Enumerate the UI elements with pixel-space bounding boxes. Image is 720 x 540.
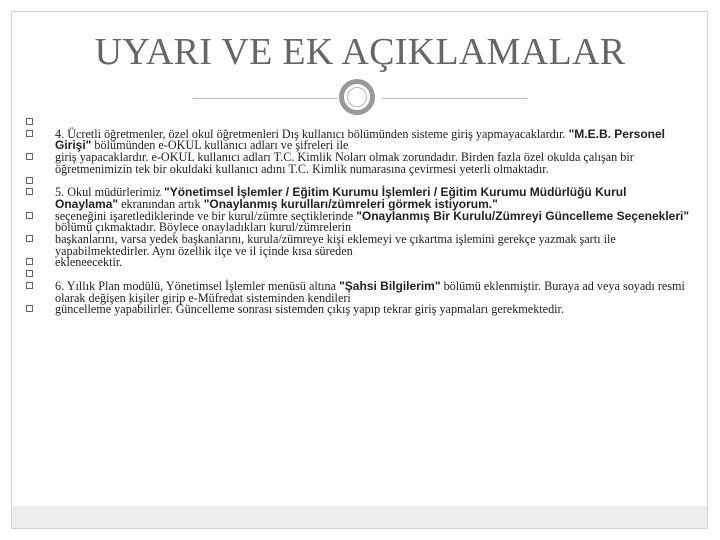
square-bullet-icon (26, 130, 33, 137)
bullet-bold-text: "Şahsi Bilgilerim" (339, 278, 441, 293)
title-divider-left (193, 98, 338, 99)
slide-title: UYARI VE EK AÇIKLAMALAR (94, 31, 626, 73)
bullet-item (26, 187, 690, 210)
bullet-item (26, 257, 690, 269)
bullet-bold-text: "Onaylanmış kurulları/zümreleri görmek istiyorum." (203, 196, 498, 211)
square-bullet-icon (26, 282, 33, 289)
bullet-text: ekranından artık (118, 196, 204, 211)
bullet-text: 4. Ücretli öğretmenler, özel okul öğretmenleri Dış kullanıcı bölümünden sisteme giriş yapmayacaklardır. (55, 126, 569, 141)
square-bullet-icon (26, 118, 33, 125)
bullet-item (26, 278, 690, 305)
bullet-text: giriş yapacaklardır. e-OKUL kullanıcı adları T.C. Kimlik Noları olmak zorundadır. Birden fazla özel okulda çalışan bir öğretmenimizin tek bir okuldaki kullanıcı adını T.C. Kimlik numarasına çevirmesi yeterli olmaktadır. (55, 150, 634, 176)
bullet-text: bölümü eklenmiştir. Buraya ad veya soyadı resmi olarak değişen kişiler girip e-Müfredat sisteminden kendileri (55, 278, 685, 305)
bullet-item (26, 234, 690, 257)
bullet-text: seçeneğini işaretlediklerinde ve bir kurul/zümre seçtiklerinde (55, 208, 357, 223)
square-bullet-icon (26, 305, 33, 312)
square-bullet-icon (26, 235, 33, 242)
bullet-item (26, 304, 690, 316)
bullet-text: bölümü çıkmaktadır. Böylece onayladıkları kurul/zümrelerin (55, 220, 352, 235)
bullet-text: 5. Okul müdürlerimiz (55, 185, 164, 200)
footer-band (12, 506, 707, 528)
bullet-bold-text: "Onaylanmış Bir Kurulu/Zümreyi Güncelleme Seçenekleri" (356, 208, 690, 223)
square-bullet-icon (26, 212, 33, 219)
square-bullet-icon (26, 177, 33, 184)
bullet-bold-text: "Yönetimsel İşlemler / Eğitim Kurumu İşlemleri / Eğitim Kurumu Müdürlüğü Kurul Onaylama" (55, 185, 627, 211)
square-bullet-icon (26, 153, 33, 160)
bullet-text: ekleneecektir. (55, 255, 123, 270)
bullet-item (26, 208, 690, 235)
bullet-text: 6. Yıllık Plan modülü, Yönetimsel İşlemler menüsü altına (55, 278, 340, 293)
square-bullet-icon (26, 188, 33, 195)
ring-ornament-icon (339, 79, 375, 115)
square-bullet-icon (26, 270, 33, 277)
title-divider-right (382, 98, 527, 99)
bullet-text: güncelleme yapabilirler. Güncelleme sonrası sistemden çıkış yapıp tekrar giriş yapmaları gerekmektedir. (55, 302, 564, 317)
square-bullet-icon (26, 258, 33, 265)
bullet-list (26, 117, 690, 316)
bullet-bold-text: "M.E.B. Personel Girişi" (55, 126, 665, 153)
bullet-item (26, 126, 690, 153)
bullet-text: başkanlarını, varsa yedek başkanlarını, kurula/zümreye kişi eklemeyi ve çıkartma işlemini gerekçe yazmak şartı ile yapabilmektedirler. Aynı özellik ilçe ve il içinde kısa süreden (55, 232, 616, 258)
bullet-text: bölümünden e-OKUL kullanıcı adları ve şifreleri ile (91, 138, 349, 153)
bullet-item (26, 152, 690, 175)
